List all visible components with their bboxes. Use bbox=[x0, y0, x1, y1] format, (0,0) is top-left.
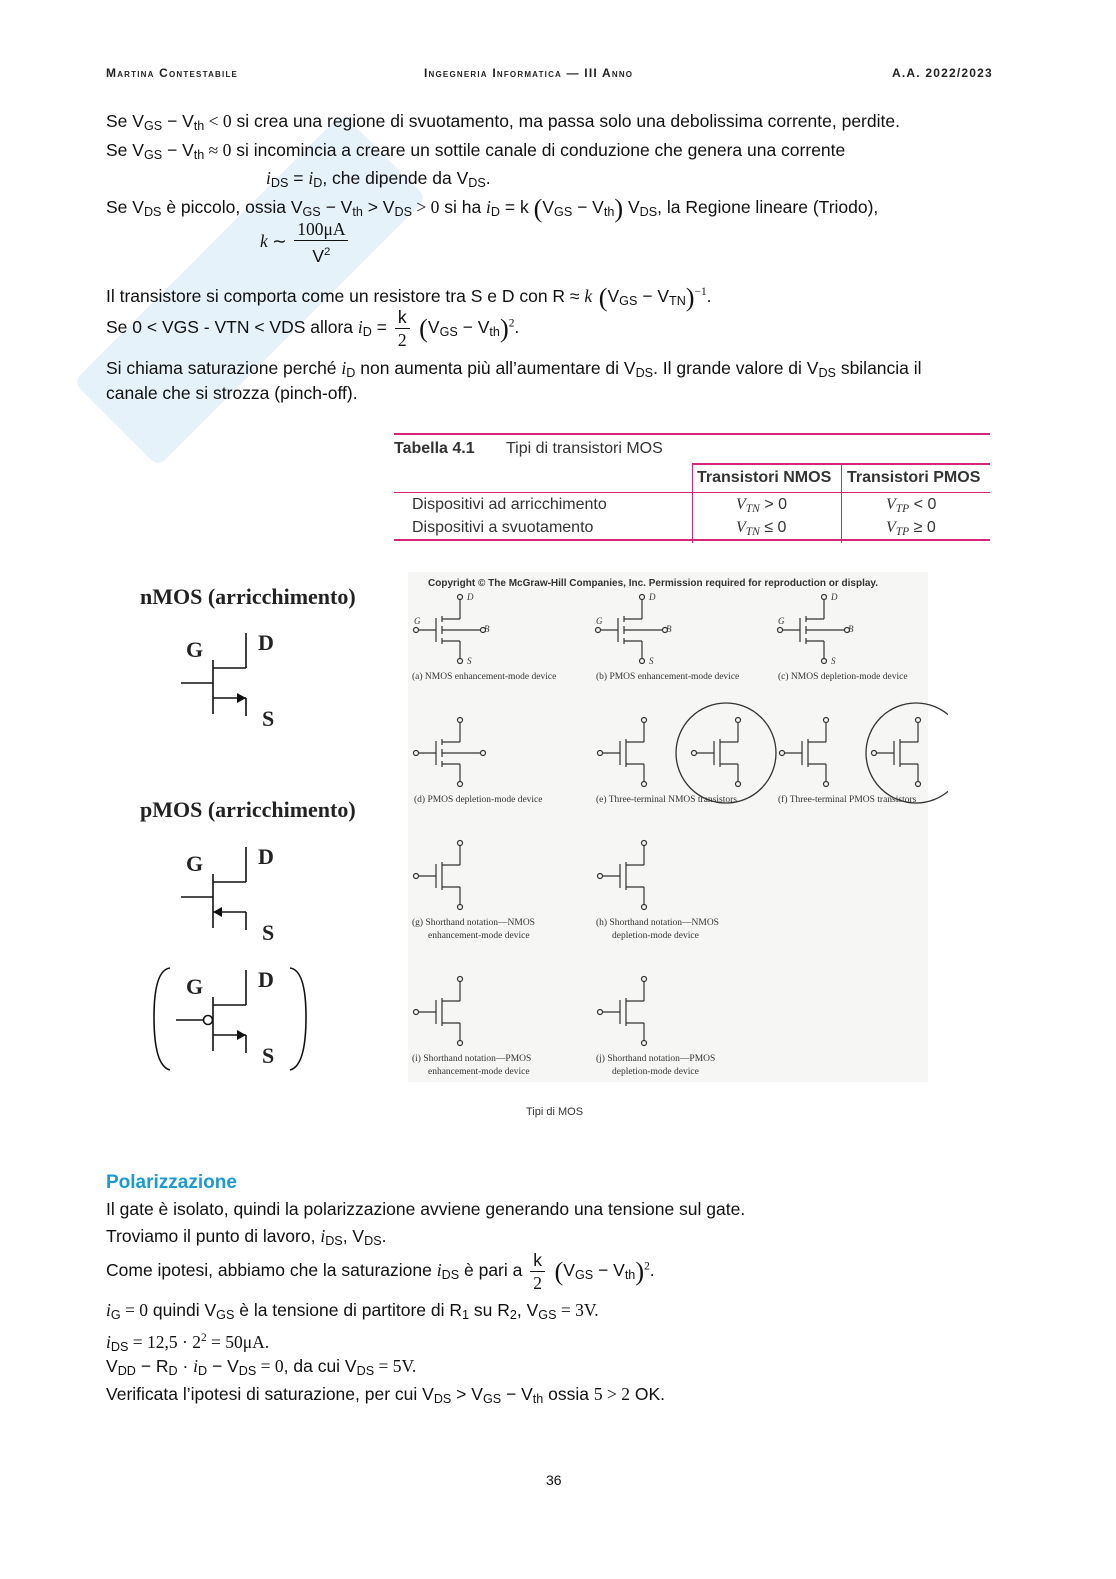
table-title: Tipi di transistori MOS bbox=[506, 440, 663, 457]
text-line-8: Si chiama saturazione perché $i_D$ non aumenta più all’aumentare di $V_{DS}$. Il grande valore di $V_{DS}$ sbilancia il bbox=[106, 358, 922, 380]
fig-caption-j2: depletion-mode device bbox=[612, 1067, 699, 1077]
pmos-alt-s-label: S bbox=[262, 1043, 275, 1068]
pmos-alt-g-label: G bbox=[186, 974, 204, 999]
pmos-alt-d-label: D bbox=[258, 967, 274, 992]
nmos-title: nMOS (arricchimento) bbox=[140, 584, 356, 609]
table-number: Tabella 4.1 bbox=[394, 440, 475, 457]
text-line-6: Il transistore si comporta come un resistore tra S e D con R ≈ k $(V_{GS} - V_{TN})^{-1}$. bbox=[106, 282, 712, 312]
fig-caption-h2: depletion-mode device bbox=[612, 931, 699, 941]
text-line-3: $i_{DS} = i_D$, che dipende da $V_{DS}$. bbox=[266, 168, 491, 190]
text-line-4: Se $V_{DS}$ è piccolo, ossia $V_{GS} - V_{th} > V_{DS} > 0$ si ha $i_D = k$ $(V_{GS} - V_{th})$ $V_{DS}$, la Regione lineare (Triodo), bbox=[106, 194, 879, 223]
header-author: Martina Contestabile bbox=[106, 66, 239, 80]
fig-caption-e: (e) Three-terminal NMOS transistors bbox=[596, 795, 737, 805]
fig-caption-g1: (g) Shorthand notation—NMOS bbox=[412, 918, 535, 928]
fig-a-g-label: G bbox=[414, 616, 421, 626]
header-year: A.A. 2022/2023 bbox=[892, 66, 993, 80]
polar-line-7: Verificata l’ipotesi di saturazione, per cui $V_{DS} > V_{GS} - V_{th}$ ossia 5 > 2 OK. bbox=[106, 1384, 665, 1406]
fig-b-s-label: S bbox=[649, 656, 654, 666]
fig-caption-d: (d) PMOS depletion-mode device bbox=[414, 795, 543, 805]
pmos-bubble-symbol-icon bbox=[150, 962, 310, 1077]
fig-caption-b: (b) PMOS enhancement-mode device bbox=[596, 672, 740, 682]
table-col-nmos: Transistori NMOS bbox=[697, 469, 832, 486]
table-cell-vtp-ge0: $V_{TP} \ge 0$ bbox=[886, 519, 936, 538]
nmos-g-label: G bbox=[186, 637, 204, 662]
polar-line-1: Il gate è isolato, quindi la polarizzazione avviene generando una tensione sul gate. bbox=[106, 1199, 746, 1219]
fig-c-d-label: D bbox=[831, 592, 838, 602]
table-row-depletion: Dispositivi a svuotamento bbox=[412, 519, 594, 536]
pmos-g-label: G bbox=[186, 851, 204, 876]
text-line-1: Se $V_{GS} - V_{th} < 0$ si crea una regione di svuotamento, ma passa solo una debolissima corrente, perdite. bbox=[106, 111, 900, 133]
fig-caption-j1: (j) Shorthand notation—PMOS bbox=[596, 1054, 716, 1064]
figure-copyright: Copyright © The McGraw-Hill Companies, Inc. Permission required for reproduction or display. bbox=[428, 578, 879, 589]
fig-b-d-label: D bbox=[649, 592, 656, 602]
table-cell-vtp-lt0: $V_{TP} < 0$ bbox=[886, 496, 937, 515]
polar-line-6: $V_{DD} - R_D \cdot i_D - V_{DS} = 0$, da cui $V_{DS} = 5V$. bbox=[106, 1356, 417, 1378]
nmos-s-label: S bbox=[262, 706, 275, 731]
table-col-pmos: Transistori PMOS bbox=[847, 469, 981, 486]
pmos-title: pMOS (arricchimento) bbox=[140, 797, 356, 822]
text-line-7: Se 0 < VGS - VTN < VDS allora $i_D$ = $\frac{k}{2}$ $(V_{GS} - V_{th})^2$. bbox=[106, 307, 520, 350]
polar-line-2: Troviamo il punto di lavoro, $i_{DS}$, $V_{DS}$. bbox=[106, 1226, 387, 1248]
pmos-symbol-icon bbox=[175, 842, 265, 942]
table-row-enhancement: Dispositivi ad arricchimento bbox=[412, 496, 607, 513]
fig-caption-h1: (h) Shorthand notation—NMOS bbox=[596, 918, 719, 928]
fig-b-g-label: G bbox=[596, 616, 603, 626]
mos-types-table bbox=[394, 433, 990, 543]
text-line-2: Se $V_{GS} - V_{th} \approx 0$ si incomincia a creare un sottile canale di conduzione che genera una corrente bbox=[106, 140, 846, 162]
figure-caption: Tipi di MOS bbox=[526, 1106, 584, 1118]
fig-caption-a: (a) NMOS enhancement-mode device bbox=[412, 672, 557, 682]
pmos-s-label: S bbox=[262, 920, 275, 945]
fig-a-d-label: D bbox=[467, 592, 474, 602]
formula-k: k ∼ $\frac{100\mu A}{V^2}$ bbox=[260, 218, 351, 267]
fig-caption-i2: enhancement-mode device bbox=[428, 1067, 530, 1077]
section-title-polarizzazione: Polarizzazione bbox=[106, 1172, 237, 1193]
polar-line-4: $i_G = 0$ quindi $V_{GS}$ è la tensione di partitore di $R_1$ su $R_2$, $V_{GS} = 3V$. bbox=[106, 1300, 599, 1322]
fig-c-b-label: B bbox=[848, 624, 854, 634]
polar-line-3: Come ipotesi, abbiamo che la saturazione $i_{DS}$ è pari a $\frac{k}{2}$ $(V_{GS} - V_{th})^2$. bbox=[106, 1250, 655, 1293]
fig-a-b-label: B bbox=[484, 624, 490, 634]
table-cell-vtn-gt0: $V_{TN} > 0$ bbox=[736, 496, 788, 515]
header-course: Ingegneria Informatica — III Anno bbox=[424, 66, 634, 80]
fig-caption-c: (c) NMOS depletion-mode device bbox=[778, 672, 908, 682]
polar-line-5: $i_{DS} = 12,5 \cdot 2^2 = 50\mu A$. bbox=[106, 1331, 270, 1354]
text-line-9: canale che si strozza (pinch-off). bbox=[106, 383, 358, 403]
fig-b-b-label: B bbox=[666, 624, 672, 634]
table-cell-vtn-le0: $V_{TN} \le 0$ bbox=[736, 519, 787, 538]
page-number: 36 bbox=[546, 1472, 562, 1488]
fig-caption-i1: (i) Shorthand notation—PMOS bbox=[412, 1054, 532, 1064]
fig-caption-g2: enhancement-mode device bbox=[428, 931, 530, 941]
mos-symbols-drawings-icon bbox=[408, 590, 948, 1080]
nmos-d-label: D bbox=[258, 630, 274, 655]
fig-a-s-label: S bbox=[467, 656, 472, 666]
pmos-d-label: D bbox=[258, 844, 274, 869]
fig-caption-f: (f) Three-terminal PMOS transistors bbox=[778, 795, 917, 805]
fig-c-g-label: G bbox=[778, 616, 785, 626]
nmos-symbol-icon bbox=[175, 628, 265, 728]
fig-c-s-label: S bbox=[831, 656, 836, 666]
